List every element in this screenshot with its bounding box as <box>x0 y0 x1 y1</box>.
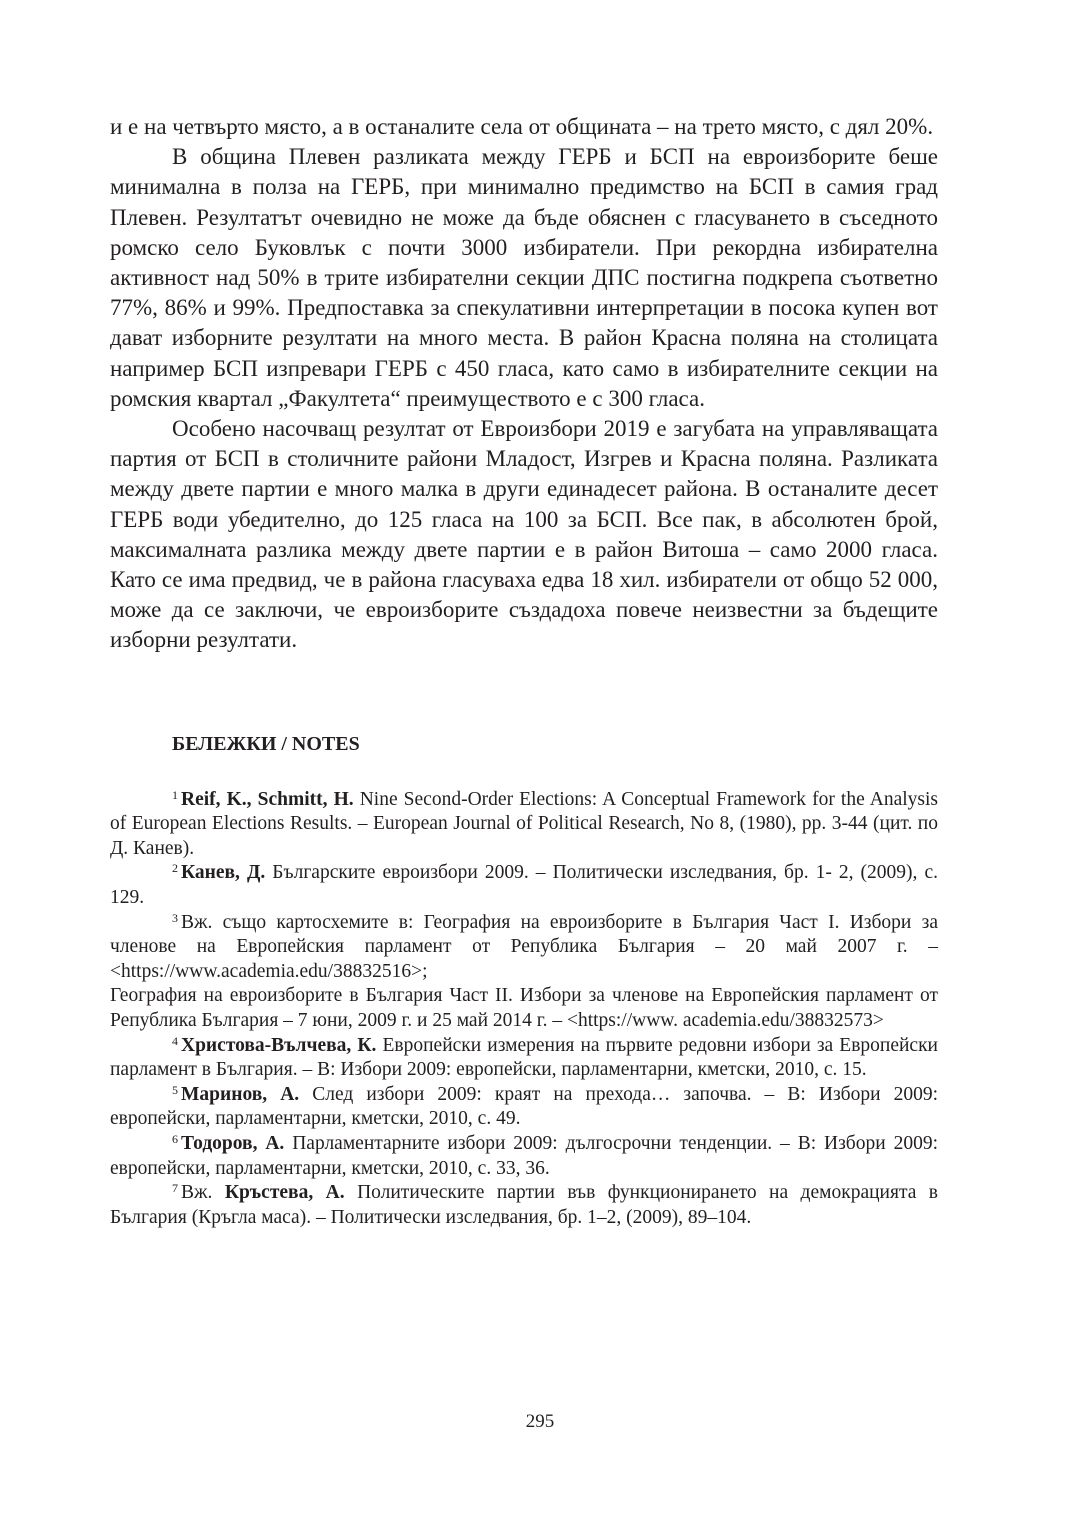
note-number: 7 <box>172 1181 178 1196</box>
note-4 <box>110 1034 938 1083</box>
notes-list <box>110 788 938 1231</box>
note-1 <box>110 788 938 862</box>
note-prefix: Вж. <box>181 1182 225 1204</box>
note-text: Парламентарните избори 2009: дългосрочни тенденции. – В: Избори 2009: европейски, парламентарни, кметски, 2010, с. 33, 36. <box>110 1132 938 1179</box>
page-number: 295 <box>525 1411 555 1432</box>
note-number: 1 <box>172 787 178 802</box>
note-5 <box>110 1083 938 1132</box>
note-text: Nine Second-Order Elections: A Conceptual Framework for the Analysis of European Elections Results. – European Journal of Political Research, No 8, (1980), pp. 3-44 (цит. по Д. Канев). <box>110 788 938 859</box>
body-paragraph-2: В община Плевен разликата между ГЕРБ и БСП на евроизборите беше минимална в полза на ГЕРБ, при минимално предимство на БСП в самия град Плевен. Резултатът очевидно не може да бъде обяснен с гласуването в съседното ромско село Буковлък с почти 3000 избиратели. При рекордна избирателна активност над 50% в трите избирателни секции ДПС постигна подкрепа съответно 77%, 86% и 99%. Предпоставка за спекулативни интерпретации в посока купен вот дават изборните резултати на много места. В район Красна поляна на столицата например БСП изпревари ГЕРБ с 450 гласа, като само в избирателните секции на ромския квартал „Факултета“ преимуществото е с 300 гласа. <box>110 144 938 411</box>
page-content <box>110 112 938 1230</box>
note-text: Вж. също картосхемите в: География на евроизборите в България Част I. Избори за членове на Европейския парламент от Република България – 20 май 2007 г. – <https://www.academia.edu/38832516>; <box>110 911 938 982</box>
body-paragraph-3: Особено насочващ резултат от Евроизбори 2019 е загубата на управляващата партия от БСП в столичните райони Младост, Изгрев и Красна поляна. Разликата между двете партии е много малка в други единадесет района. В останалите десет ГЕРБ води убедително, до 125 гласа на 100 за БСП. Все пак, в абсолютен брой, максималната разлика между двете партии е в район Витоша – само 2000 гласа. Като се има предвид, че в района гласуваха едва 18 хил. избиратели от общо 52 000, може да се заключи, че евроизборите създадоха повече неизвестни за бъдещите изборни резултати. <box>110 416 938 653</box>
note-author: Кръстева, А. <box>224 1182 345 1204</box>
note-text: Българските евроизбори 2009. – Политически изследвания, бр. 1- 2, (2009), с. 129. <box>110 862 938 909</box>
note-author: Reif, K., Schmitt, H. <box>181 788 354 810</box>
note-7 <box>110 1181 938 1230</box>
note-text: География на евроизборите в България Част II. Избори за членове на Европейския парламент от Република България – 7 юни, 2009 г. и 25 май 2014 г. – <https://www. academia.edu/38832573> <box>110 985 938 1031</box>
note-number: 2 <box>172 861 178 876</box>
note-text: Политическите партии във функционирането на демокрацията в България (Кръгла маса). – Политически изследвания, бр. 1–2, (2009), 89–104. <box>110 1182 939 1228</box>
note-author: Маринов, А. <box>181 1083 300 1105</box>
note-author: Канев, Д. <box>181 862 266 884</box>
note-number: 6 <box>172 1131 178 1146</box>
note-number: 5 <box>172 1082 178 1097</box>
note-author: Тодоров, А. <box>181 1132 285 1154</box>
body-paragraph-1: и е на четвърто място, а в останалите села от общината – на трето място, с дял 20%. <box>110 114 934 139</box>
notes-heading: БЕЛЕЖКИ / NOTES <box>172 732 360 755</box>
note-3-continuation <box>110 984 938 1033</box>
note-number: 4 <box>172 1033 178 1048</box>
note-2 <box>110 861 938 910</box>
note-3 <box>110 911 938 985</box>
note-6 <box>110 1132 938 1181</box>
note-author: Христова-Вълчева, К. <box>181 1034 377 1056</box>
note-text: Европейски измерения на първите редовни избори за Европейски парламент в България. – В: Избори 2009: европейски, парламентарни, кметски, 2010, с. 15. <box>110 1034 938 1081</box>
note-number: 3 <box>172 910 178 925</box>
note-text: След избори 2009: краят на прехода… започва. – В: Избори 2009: европейски, парламентарни, кметски, 2010, с. 49. <box>110 1083 938 1130</box>
